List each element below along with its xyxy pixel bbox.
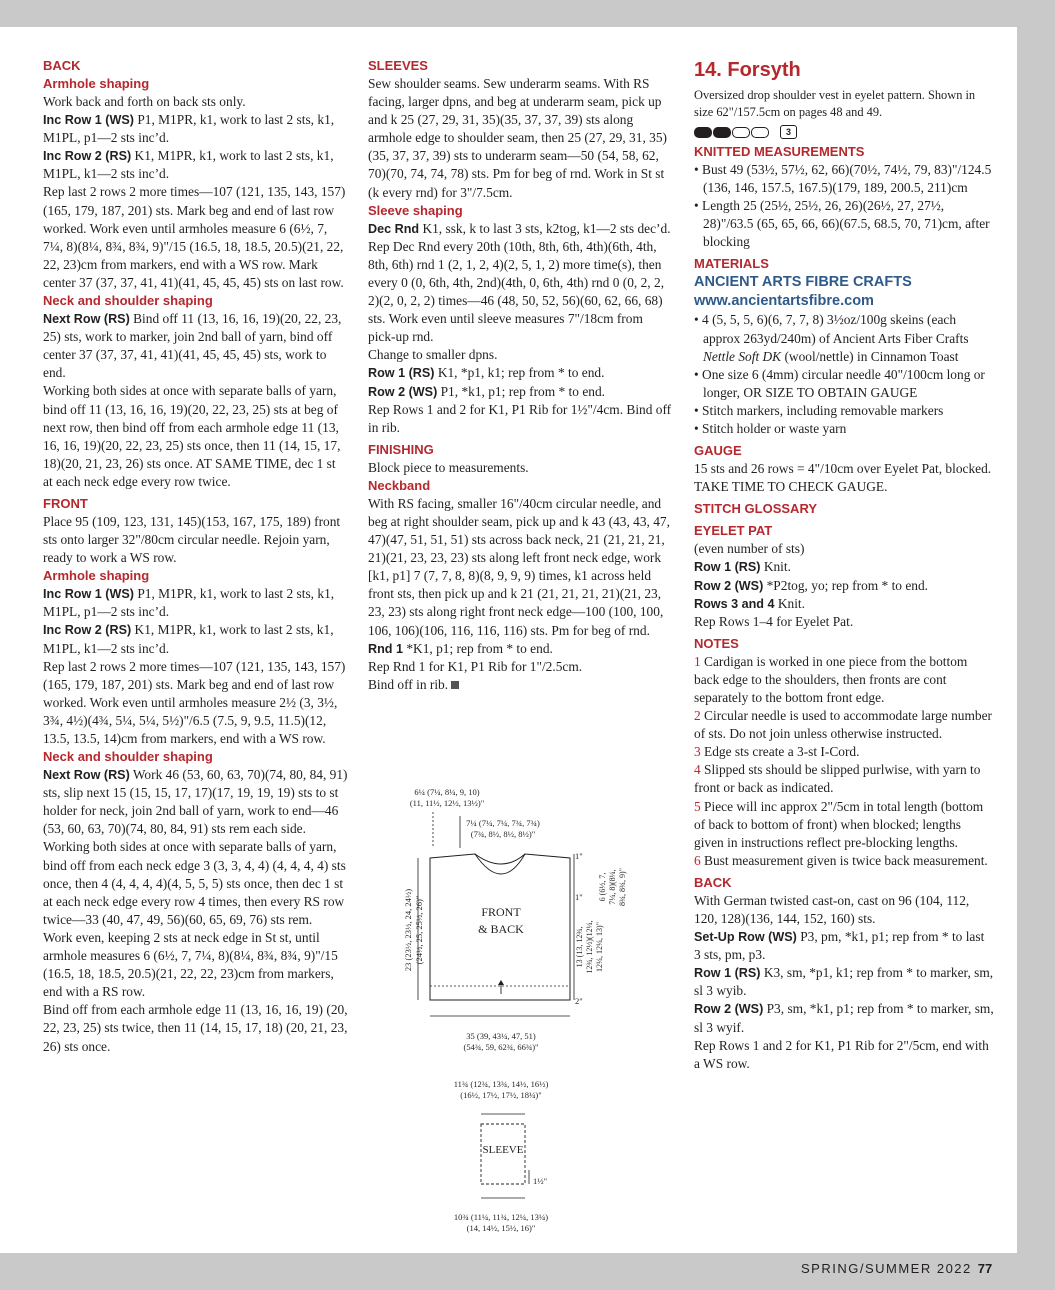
back-row-1-text: K3, sm, *p1, k1; rep from * to marker, sm, sl 3 wyib. [694,965,994,999]
schematic-svg [385,782,627,1242]
material-yarn [694,311,994,365]
yarn-weight-icon: 3 [780,125,797,139]
skill-level-segment-2 [713,127,731,138]
neck-width-label-2: (7¾, 8½, 8½, 8½)" [470,829,536,839]
armhole-text: Work back and forth on back sts only. [43,94,246,109]
inc-row-1 [43,111,348,147]
skill-level-indicator [694,125,994,139]
column-1 [43,57,348,1056]
magazine-page [0,27,1017,1276]
eyelet-rows-3-4 [694,595,994,613]
inc-row-2-text: K1, M1PR, k1, work to last 2 sts, k1, M1PL, k1—2 sts inc’d. [43,148,334,182]
sleeve-row-1-text: K1, *p1, k1; rep from * to end. [434,365,605,381]
sleeves-heading: SLEEVES [368,58,428,73]
front-armhole-repeat-text: Rep last 2 rows 2 more times—107 (121, 135, 143, 157)(165, 179, 187, 201) sts. Mark beg and end of last row worked. Work even until armholes measure 2½ (3, 3½, 3¾, 4½)(4¾, 5¼, 5¼, 5½)"/6.5 (7.5, 9, 9.5, 11.5)(12, 13.5, 13.5, 14)cm from markers, end with a WS row. [43,658,346,746]
front-inc-row-1 [43,585,348,621]
sponsor-name: ANCIENT ARTS FIBRE CRAFTS [694,274,912,291]
top-width-label-1: 6¼ (7¼, 8¼, 9, 10) [414,787,480,797]
next-row [43,310,348,382]
front-next-row-text: Work 46 (53, 60, 63, 70)(74, 80, 84, 91) sts, slip next 15 (15, 15, 17, 17)(17, 19, 19, 19) sts to st holder for neck, join 2nd ball of yarn, work to end—46 (53, 60, 63, 70)(74, 80, 84, 91) sts rem each side. [43,767,348,837]
length-measurement: • Length 25 (25½, 25½, 26, 26)(26½, 27, 27½, 28)"/63.5 (65, 65, 66, 66)(67.5, 68.5, 70, 71)cm, after blocking [694,198,990,250]
material-yarn-name: Nettle Soft DK [703,348,782,364]
neckband-rnd-1-label: Rnd 1 [368,641,403,656]
eyelet-row-2-label: Row 2 (WS) [694,578,764,593]
side-label-3: 12¼, 12¼, 13)" [595,922,604,972]
length-label-1: 23 (23½, 23½, 24, 24½) [403,888,413,972]
note-item [694,653,994,707]
length-label-2: (24½, 25, 25½, 26)" [414,895,424,965]
note-item [694,798,994,852]
piece-label-1: FRONT [481,905,521,919]
sleeve-top-label-2: (16½, 17½, 17½, 18¼)" [460,1090,542,1100]
sleeve-rib-text: Rep Rows 1 and 2 for K1, P1 Rib for 1½"/4cm. Bind off in rib. [368,401,672,435]
note-number: 4 [694,762,701,778]
note-text: Circular needle is used to accommodate large number of sts. Do not join unless otherwise instructed. [694,708,992,742]
sleeve-bottom-label-2: (14, 14½, 15½, 16)" [466,1223,536,1233]
front-inc-row-2-text: K1, M1PR, k1, work to last 2 sts, k1, M1PL, k1—2 sts inc’d. [43,622,334,656]
eyelet-repeat: Rep Rows 1–4 for Eyelet Pat. [694,613,854,629]
bottom-width-label-1: 35 (39, 43¼, 47, 51) [466,1031,536,1041]
piece-label-2: & BACK [478,922,524,936]
note-item [694,743,994,761]
eyelet-row-2 [694,577,994,595]
note-item [694,707,994,743]
armhole-label-2: 7¼, 8)(8¼, [608,869,617,905]
neckband-text: With RS facing, smaller 16"/40cm circular needle, and beg at right shoulder seam, pick up and k 43 (43, 43, 47, 47)(47, 51, 51, 51) sts across back neck, 21 (21, 21, 21, 21)(21, 23, 23, 23) sts along left front neck edge, work [k1, p1] 7 (7, 7, 8, 8)(8, 9, 9, 9) times, k1 across held front sts, then pick up and k 21 (21, 21, 21, 21)(21, 23, 23, 23) sts along right front neck edge—100 (100, 100, 106, 106)(106, 116, 116, 116) sts. Pm for beg of rnd. [368,495,670,638]
front-inc-row-1-text: P1, M1PR, k1, work to last 2 sts, k1, M1PL, p1—2 sts inc’d. [43,586,335,620]
gauge-heading: GAUGE [694,443,742,459]
neckband-rnd-1-text: *K1, p1; rep from * to end. [402,640,553,656]
dec-rnd [368,220,673,347]
sleeve-shaping-heading: Sleeve shaping [368,202,463,218]
neck-text: Working both sides at once with separate balls of yarn, bind off 11 (13, 16, 16, 19)(20, 22, 23, 25) sts at beg of next row, then bind off from each armhole edge 11 (13, 16, 16, 19)(20, 22, 23, 25) sts once, then 11 (14, 15, 17, 18)(20, 21, 23, 26) sts once. AT SAME TIME, dec 1 st at each neck edge every row twice. [43,383,341,489]
front-next-row-label: Next Row (RS) [43,768,130,783]
sleeve-cuff-label: 1½" [533,1176,548,1186]
pattern-intro: Oversized drop shoulder vest in eyelet pattern. Shown in size 62"/157.5cm on pages 48 and 49. [694,88,976,119]
sleeve-row-2 [368,383,673,401]
side-label-2: 12¾, 12½)(12¼, [585,920,594,974]
neckband-rib-text: Rep Rnd 1 for K1, P1 Rib for 1"/2.5cm. [368,658,583,674]
back-rib-text: Rep Rows 1 and 2 for K1, P1 Rib for 2"/5cm, end with a WS row. [694,1037,989,1071]
back-heading-2: BACK [694,874,732,890]
change-needles-text: Change to smaller dpns. [368,347,498,363]
armhole-shaping-heading: Armhole shaping [43,76,150,91]
inc-row-2-label: Inc Row 2 (RS) [43,149,132,164]
notes-heading: NOTES [694,635,739,651]
dec-rnd-text: K1, ssk, k to last 3 sts, k2tog, k1—2 sts dec’d. Rep Dec Rnd every 20th (10th, 8th, 6th, 4th)(6th, 4th, 8th, 6th) rnd 1 (2, 1, 2, 4)(2, 5, 1, 2) more time(s), then every 0 (0, 6th, 4th, 2nd)(4th, 0, 6th, 4th) rnd 0 (0, 2, 2, 2)(2, 0, 2, 2) times—46 (48, 50, 52, 56)(60, 62, 66, 68) sts. Work even until sleeve measures 7"/18cm from pick-up rnd. [368,220,671,345]
dec-rnd-label: Dec Rnd [368,221,420,236]
bottom-width-label-2: (54¾, 59, 62¾, 66¾)" [463,1042,539,1052]
sponsor-url[interactable]: www.ancientartsfibre.com [694,293,874,310]
column-3 [694,57,994,1073]
note-item [694,761,994,797]
neck-shoulder-heading: Neck and shoulder shaping [43,293,213,309]
setup-row [694,928,994,964]
bind-off-text [368,676,673,694]
next-row-label: Next Row (RS) [43,312,130,327]
setup-row-text: P3, pm, *k1, p1; rep from * to last 3 sts, pm, p3. [694,929,985,963]
front-next-row [43,766,348,838]
sleeve-row-2-label: Row 2 (WS) [368,384,438,399]
front-neck-heading: Neck and shoulder shaping [43,749,213,765]
sleeve-top-label-1: 11¾ (12¾, 13¾, 14½, 16½) [453,1079,549,1089]
column-2 [368,57,673,694]
front-neck-text: Working both sides at once with separate balls of yarn, bind off from each neck edge 3 (3, 3, 4, 4) (4, 4, 4, 4) sts once, then 4 (4, 4, 4, 4)(4, 5, 5, 5) sts once, then dec 1 st at each neck edge every row 4 times, then every RS row twice—33 (40, 47, 49, 56)(60, 65, 69, 76) sts rem. [43,839,346,927]
neckband-rnd-1 [368,640,673,658]
front-neck-text-2: Work even, keeping 2 sts at neck edge in St st, until armhole measures 6 (6½, 7, 7¼, 8)(8¼, 8¾, 8¾, 9)"/15 (16.5, 18, 18.5, 20.5)(21, 22, 22, 23)cm from markers, end with a RS row. [43,929,338,1000]
armhole-repeat-text: Rep last 2 rows 2 more times—107 (121, 135, 143, 157)(165, 179, 187, 201) sts. Mark beg and end of last row worked. Work even until armholes measure 6 (6½, 7, 7¼, 8)(8¼, 8¾, 8¾, 9)"/15 (16.5, 18, 18.5, 20.5)(21, 22, 22, 23)cm from markers, end with a WS row. Mark center 37 (37, 37, 41, 41)(41, 45, 45, 45) sts on last row. [43,184,346,290]
eyelet-heading: EYELET PAT [694,523,773,539]
sleeve-row-1-label: Row 1 (RS) [368,366,435,381]
back-row-1 [694,964,994,1000]
front-text: Place 95 (109, 123, 131, 145)(153, 167, 175, 189) front sts onto larger 32"/80cm circular needle. Rejoin yarn, ready to work a WS row. [43,513,341,566]
side-label-1: 13 (13, 12¾, [575,926,584,968]
neck-drop-label: 1" [575,892,583,902]
neckband-heading: Neckband [368,477,431,493]
back-row-2-text: P3, sm, *k1, p1; rep from * to marker, sm, sl 3 wyif. [694,1001,994,1035]
glossary-heading: STITCH GLOSSARY [694,501,818,517]
skill-level-segment-4 [751,127,769,138]
front-inc-row-1-label: Inc Row 1 (WS) [43,587,134,602]
front-neck-text-3: Bind off from each armhole edge 11 (13, 16, 16, 19) (20, 22, 23, 25) sts twice, then 11 (14, 15, 17, 18) (20, 21, 23, 26) sts once. [43,1002,348,1054]
front-armhole-heading: Armhole shaping [43,568,150,584]
pattern-title: 14. Forsyth [694,59,801,81]
page-footer [801,1261,992,1276]
inc-row-2 [43,147,348,183]
eyelet-row-2-text: *P2tog, yo; rep from * to end. [763,577,929,593]
note-item [694,852,994,870]
front-heading: FRONT [43,495,88,511]
neck-width-label-1: 7¼ (7¼, 7¼, 7¾, 7¾) [466,818,540,828]
note-text: Slipped sts should be slipped purlwise, with yarn to front or back as indicated. [694,762,981,796]
material-markers: • Stitch markers, including removable markers [694,402,944,418]
shoulder-drop-label: 1" [575,851,583,861]
issue-label: SPRING/SUMMER 2022 [801,1261,972,1276]
gauge-check-text: TAKE TIME TO CHECK GAUGE. [694,479,888,495]
direction-arrow-head [498,980,504,985]
note-number: 3 [694,744,701,760]
material-holder: • Stitch holder or waste yarn [694,421,847,437]
back-row-2-label: Row 2 (WS) [694,1002,764,1017]
note-text: Edge sts create a 3-st I-Cord. [700,744,860,760]
note-text: Piece will inc approx 2"/5cm in total length (bottom of back to bottom of front) when blocked; lengths given in instructions reflect pre-blocking lengths. [694,798,984,850]
eyelet-row-1-label: Row 1 (RS) [694,560,761,575]
gauge-text: 15 sts and 26 rows = 4"/10cm over Eyelet Pat, blocked. [694,461,992,477]
back-cast-on-text: With German twisted cast-on, cast on 96 (104, 112, 120, 128)(136, 144, 152, 160) sts. [694,892,970,926]
end-mark-icon [451,681,459,689]
bind-off-label: Bind off in rib. [368,676,449,692]
front-inc-row-2-label: Inc Row 2 (RS) [43,623,132,638]
note-number: 1 [694,653,701,669]
eyelet-note: (even number of sts) [694,541,805,557]
page-number: 77 [977,1261,993,1276]
note-text: Bust measurement given is twice back measurement. [700,852,988,868]
note-number: 5 [694,798,701,814]
sleeve-row-1 [368,364,673,382]
eyelet-rows-3-4-text: Knit. [774,595,805,611]
sleeve-bottom-label-1: 10¾ (11¼, 11¾, 12¼, 13¼) [453,1212,549,1222]
eyelet-row-1 [694,558,994,576]
finishing-heading: FINISHING [368,441,434,457]
eyelet-rows-3-4-label: Rows 3 and 4 [694,596,775,611]
note-text: Cardigan is worked in one piece from the bottom back edge to the shoulders, then fronts are cont separately to the bottom front edge. [694,653,968,705]
schematic-diagram [385,782,627,1242]
inc-row-1-text: P1, M1PR, k1, work to last 2 sts, k1, M1PL, p1—2 sts inc’d. [43,112,335,146]
skill-level-segment-3 [732,127,750,138]
note-number: 2 [694,708,701,724]
note-number: 6 [694,852,701,868]
setup-row-label: Set-Up Row (WS) [694,930,797,945]
eyelet-row-1-text: Knit. [760,559,791,575]
top-width-label-2: (11, 11½, 12½, 13½)" [409,798,485,808]
skill-level-segment-1 [694,127,712,138]
rib-label: 2" [575,996,583,1006]
material-yarn-pre: • 4 (5, 5, 5, 6)(6, 7, 7, 8) 3½oz/100g skeins (each approx 263yd/240m) of Ancient Arts Fiber Crafts [694,312,969,346]
sleeve-row-2-text: P1, *k1, p1; rep from * to end. [437,383,606,399]
material-needle: • One size 6 (4mm) circular needle 40"/100cm long or longer, OR SIZE TO OBTAIN GAUGE [694,366,985,400]
finishing-text: Block piece to measurements. [368,459,529,475]
material-yarn-post: (wool/nettle) in Cinnamon Toast [781,348,959,364]
armhole-label-3: 8¾, 8¾, 9)" [618,868,627,906]
inc-row-1-label: Inc Row 1 (WS) [43,113,134,128]
front-inc-row-2 [43,621,348,657]
sleeves-text: Sew shoulder seams. Sew underarm seams. With RS facing, larger dpns, and beg at underarm seam, pick up and k 25 (27, 29, 31, 35)(35, 37, 37, 39) sts along armhole edge to shoulder seam, then 25 (27, 29, 31, 35)(35, 37, 37, 39) sts to underarm seam—50 (54, 58, 62, 70)(70, 74, 74, 78) sts. Pm for beg of rnd. Work in St st (k every rnd) for 3"/7.5cm. [368,76,667,200]
materials-heading: MATERIALS [694,256,769,272]
bust-measurement: • Bust 49 (53½, 57½, 62, 66)(70½, 74½, 79, 83)"/124.5 (136, 146, 157.5, 167.5)(179, 189, 200.5, 211)cm [694,162,992,196]
back-heading: BACK [43,58,81,73]
armhole-label-1: 6 (6½, 7, [598,872,607,902]
sleeve-label: SLEEVE [482,1144,524,1156]
next-row-text: Bind off 11 (13, 16, 16, 19)(20, 22, 23, 25) sts, work to marker, join 2nd ball of yarn, bind off center 37 (37, 37, 41, 41)(41, 45, 45, 45) sts, work to end. [43,311,342,381]
back-row-1-label: Row 1 (RS) [694,966,761,981]
measurements-heading: KNITTED MEASUREMENTS [694,144,865,159]
back-row-2 [694,1000,994,1036]
